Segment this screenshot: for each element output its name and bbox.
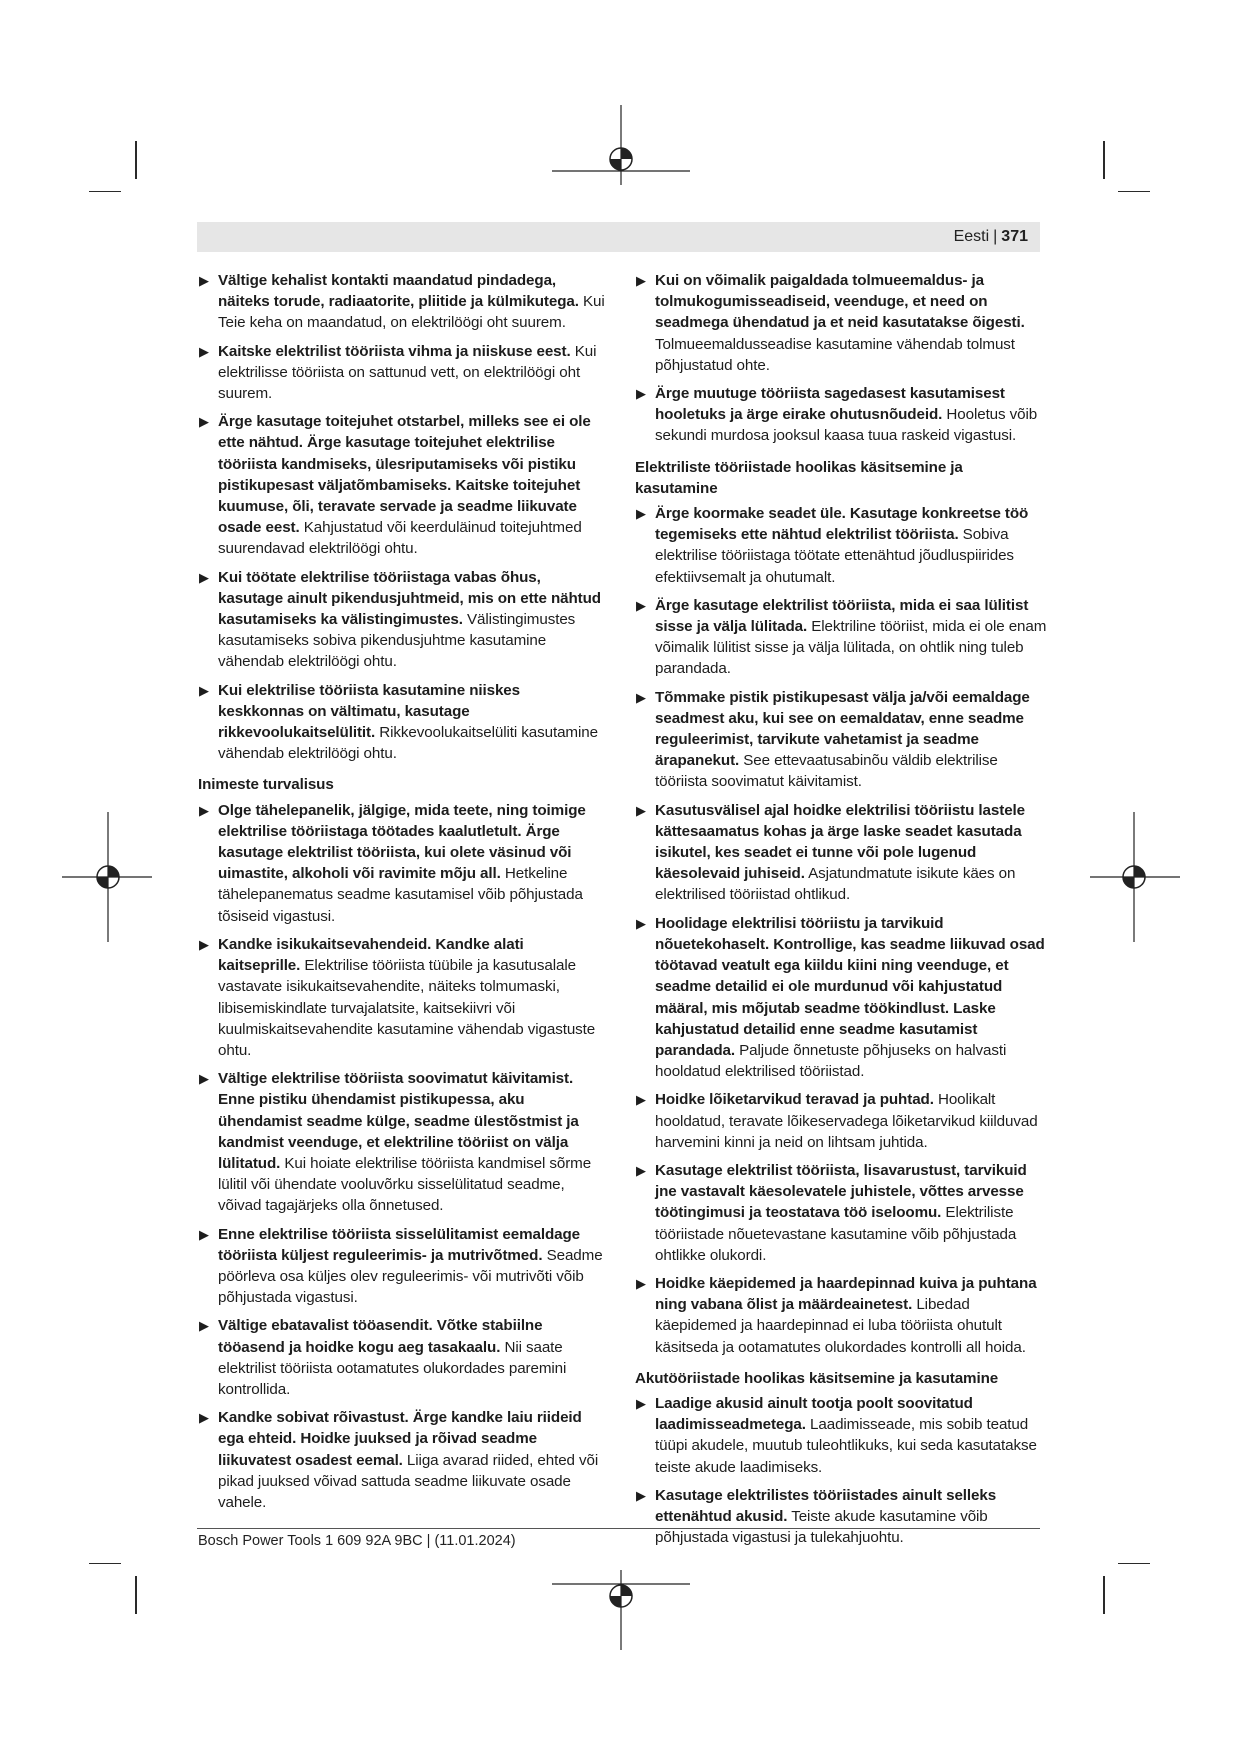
bullet-icon: ▶: [199, 273, 209, 288]
page-number: 371: [1001, 228, 1028, 245]
page-header: [197, 222, 1040, 252]
item-body-text: See ettevaatusabinõu väldib elektrilise tööriista soovimatut käivitamist.: [655, 752, 998, 791]
item-bold-text: Kui elektrilise tööriista kasutamine niiskes keskkonnas on vältimatu, kasutage rikkevoolukaitselülitit.: [218, 681, 521, 742]
item-body-text: Kui elektrilisse tööriista on sattunud vett, on elektrilöögi oht suurem.: [218, 342, 597, 403]
item-body-text: Välistingimustes kasutamiseks sobiva pikendusjuhtme kasutamine vähendab elektrilöögi ohtu.: [218, 611, 576, 671]
item-body-text: Kahjustatud või keerduläinud toitejuhtmed suurendavad elektrilöögi ohtu.: [218, 519, 582, 558]
bullet-icon: ▶: [636, 802, 646, 818]
bullet-icon: ▶: [199, 936, 209, 952]
bullet-icon: ▶: [636, 1162, 646, 1178]
crop-mark: [135, 141, 137, 179]
item-body-text: Kui Teie keha on maandatud, on elektrilöögi oht suurem.: [218, 293, 605, 332]
list-item: [198, 680, 606, 765]
list-item: [198, 1407, 606, 1513]
list-item: [635, 1485, 1047, 1549]
item-bold-text: Vältige ebatavalist tööasendit. Võtke stabiilne tööasend ja hoidke kogu aeg tasakaalu.: [218, 1317, 543, 1356]
item-body-text: Laadimisseade, mis sobib teatud tüüpi akudele, muutub tuleohtlikuks, kui seda kasutatakse teiste akude laadimiseks.: [655, 1416, 1037, 1476]
item-bold-text: Kasutage elektrilistes tööriistades ainult selleks ettenähtud akusid.: [655, 1486, 997, 1525]
item-bold-text: Hoidke lõiketarvikud teravad ja puhtad.: [655, 1091, 934, 1109]
bullet-icon: ▶: [199, 1071, 209, 1087]
item-body-text: Paljude õnnetuste põhjuseks on halvasti hooldatud elektrilised tööriistad.: [655, 1041, 1007, 1081]
crop-mark: [89, 1563, 121, 1564]
list-item: [198, 800, 606, 927]
item-body-text: Nii saate elektrilist tööriista ootamatutes olukordades paremini kontrollida.: [218, 1338, 567, 1398]
list-item: [635, 913, 1047, 1083]
bullet-icon: ▶: [636, 1275, 646, 1291]
list-item: [635, 503, 1047, 588]
item-body-text: Liiga avarad riided, ehted või pikad juuksed võivad sattuda seadme liikuvate osade vahele.: [218, 1451, 599, 1511]
list-item: [635, 800, 1047, 906]
item-bold-text: Kandke sobivat rõivastust. Ärge kandke laiu riideid ega ehteid. Hoidke juuksed ja rõivad seadme liikuvatest osadest eemal.: [218, 1409, 582, 1469]
crop-mark: [135, 1576, 137, 1614]
item-bold-text: Kasutusvälisel ajal hoidke elektrilisi tööriistu lastele kättesaamatus kohas ja ärge laske seadet kasutada isikutel, kes seadet ei tunne või pole lugenud käesolevaid juhiseid.: [655, 801, 1026, 883]
bullet-icon: ▶: [199, 1318, 209, 1334]
crop-mark: [1103, 141, 1105, 179]
item-body-text: Elektriliste tööriistade nõuetevastane kasutamine võib põhjustada ohtlikke olukordi.: [655, 1204, 1017, 1264]
bullet-icon: ▶: [636, 506, 646, 522]
list-item: [198, 341, 606, 405]
item-body-text: Elektriline tööriist, mida ei ole enam võimalik lülitist sisse ja välja lülitada, on ohtlik ning tuleb parandada.: [655, 618, 1047, 678]
bullet-icon: ▶: [636, 1395, 646, 1411]
bullet-icon: ▶: [199, 414, 209, 430]
item-body-text: Teiste akude kasutamine võib põhjustada vigastusi ja tulekahjuohtu.: [655, 1507, 988, 1547]
bullet-icon: ▶: [199, 1410, 209, 1426]
bullet-icon: ▶: [636, 273, 646, 288]
item-bold-text: Kandke isikukaitsevahendeid. Kandke alati kaitseprille.: [218, 935, 524, 975]
crop-mark: [1118, 1563, 1150, 1564]
list-item: [198, 934, 606, 1061]
list-item: [635, 270, 1047, 376]
item-bold-text: Ärge koormake seadet üle. Kasutage konkreetse töö tegemiseks ette nähtud elektrilist tööriista.: [655, 505, 1029, 544]
item-bold-text: Tõmmake pistik pistikupesast välja ja/või eemaldage seadmest aku, kui see on eemaldatav, enne seadme reguleerimist, tarvikute vahetamist ja seadme ärapanekut.: [655, 688, 1030, 770]
bullet-icon: ▶: [636, 386, 646, 402]
item-bold-text: Olge tähelepanelik, jälgige, mida teete, ning toimige elektrilise tööriistaga töötades kaalutletult. Ärge kasutage elektrilist tööriista, kui olete väsinud või uimastite, alkoholi või ravimite mõju all.: [218, 801, 586, 883]
item-bold-text: Kasutage elektrilist tööriista, lisavarustust, tarvikuid jne vastavalt käesolevatele juhistele, võttes arvesse töötingimusi ja teostatava töö iseloomu.: [655, 1161, 1027, 1222]
registration-mark-icon: [1090, 812, 1180, 942]
bullet-icon: ▶: [199, 802, 209, 818]
item-body-text: Hooletus võib sekundi murdosa jooksul kaasa tuua raskeid vigastusi.: [655, 406, 1038, 445]
crop-mark: [1103, 1576, 1105, 1614]
registration-mark-icon: [552, 105, 690, 185]
section-heading: Elektriliste tööriistade hoolikas käsitsemine ja kasutamine: [635, 458, 963, 497]
header-language: Eesti: [953, 228, 990, 245]
list-item: [635, 1273, 1047, 1358]
footer-divider: [197, 1528, 1040, 1529]
bullet-icon: ▶: [636, 1092, 646, 1108]
item-bold-text: Ärge kasutage elektrilist tööriista, mida ei saa lülitist sisse ja välja lülitada.: [655, 596, 1029, 636]
left-column: [198, 270, 606, 1520]
right-column: [635, 270, 1047, 1555]
item-body-text: Asjatundmatute isikute käes on elektrilised tööriistad ohtlikud.: [655, 865, 1016, 904]
item-bold-text: Laadige akusid ainult tootja poolt soovitatud laadimisseadmetega.: [655, 1394, 973, 1434]
item-body-text: Seadme pöörleva osa küljes olev reguleerimis- või mutrivõti võib põhjustada vigastusi.: [218, 1246, 603, 1307]
item-bold-text: Ärge kasutage toitejuhet otstarbel, milleks see ei ole ette nähtud. Ärge kasutage toitejuhet elektrilise tööriista kandmiseks, ülesriputamiseks või pistiku pistikupesast väljatõmbamiseks. Kaitske toitejuhet kuumuse, õli, teravate servade ja seadme liikuvate osade eest.: [218, 413, 591, 537]
item-bold-text: Kui on võimalik paigaldada tolmueemaldus- ja tolmukogumisseadiseid, veenduge, et need on seadmega ühendatud ja et neid kasutatakse õigesti.: [655, 272, 1025, 332]
registration-mark-icon: [552, 1570, 690, 1650]
footer-text: Bosch Power Tools 1 609 92A 9BC | (11.01.2024): [198, 1533, 516, 1549]
item-body-text: Kui hoiate elektrilise tööriista kandmisel sõrme lülitil või ühendate vooluvõrku sisselülitatud seadme, võivad tagajärjeks olla õnnetused.: [218, 1154, 592, 1215]
item-body-text: Hetkeline tähelepanematus seadme kasutamisel võib põhjustada tõsiseid vigastusi.: [218, 865, 583, 925]
list-item: [198, 1315, 606, 1400]
list-item: [198, 1224, 606, 1309]
bullet-icon: ▶: [636, 689, 646, 705]
bullet-icon: ▶: [199, 1226, 209, 1242]
item-bold-text: Ärge muutuge tööriista sagedasest kasutamisest hooletuks ja ärge eirake ohutusnõudeid.: [655, 385, 1005, 424]
item-body-text: Rikkevoolukaitselüliti kasutamine vähendab elektrilöögi ohtu.: [218, 724, 598, 763]
bullet-icon: ▶: [199, 569, 209, 585]
list-item: [635, 595, 1047, 680]
list-item: [198, 567, 606, 673]
crop-mark: [1118, 191, 1150, 192]
item-bold-text: Kui töötate elektrilise tööriistaga vabas õhus, kasutage ainult pikendusjuhtmeid, mis on ette nähtud kasutamiseks ka välistingimustes.: [218, 568, 601, 629]
item-body-text: Elektrilise tööriista tüübile ja kasutusalale vastavate isikukaitsevahendite, näiteks tolmumaski, libisemiskindlate turvajalatsite, kaitsekiivri või kuulmiskaitsevahendite kasutamine vähendab vigastuste ohtu.: [218, 957, 596, 1059]
section-heading: Akutööriistade hoolikas käsitsemine ja kasutamine: [635, 1369, 999, 1387]
registration-mark-icon: [62, 812, 152, 942]
bullet-icon: ▶: [636, 915, 646, 931]
item-bold-text: Vältige elektrilise tööriista soovimatut käivitamist. Enne pistiku ühendamist pistikupessa, aku ühendamist seadme külge, seadme ülestõstmist ja kandmist veenduge, et elektriline tööriist on välja lülitatud.: [218, 1070, 579, 1172]
bullet-icon: ▶: [199, 682, 209, 698]
item-bold-text: Enne elektrilise tööriista sisselülitamist eemaldage tööriista küljest reguleerimis- ja mutrivõtmed.: [218, 1225, 580, 1264]
header-label: Eesti | 371: [953, 228, 1028, 245]
list-item: [635, 1160, 1047, 1266]
list-item: [635, 1089, 1047, 1153]
list-item: [198, 411, 606, 559]
item-bold-text: Kaitske elektrilist tööriista vihma ja niiskuse eest.: [218, 342, 571, 360]
list-item: [635, 383, 1047, 447]
item-bold-text: Hoolidage elektrilisi tööriistu ja tarvikuid nõuetekohaselt. Kontrollige, kas seadme liikuvad osad töötavad veatult ega kiildu kiini ning veenduge, et seadme detailid ei ole murdunud või kahjustatud määral, mis mõjutab seadme töökindlust. Laske kahjustatud detailid enne seadme kasutamist parandada.: [655, 914, 1045, 1059]
bullet-icon: ▶: [636, 597, 646, 613]
list-item: [635, 687, 1047, 793]
list-item: [198, 1068, 606, 1216]
item-body-text: Hoolikalt hooldatud, teravate lõikeservadega lõiketarvikud kiilduvad harvemini kinni ja neid on lihtsam juhtida.: [655, 1091, 1038, 1151]
section-heading: Inimeste turvalisus: [198, 776, 334, 794]
item-body-text: Tolmueemaldusseadise kasutamine vähendab tolmust põhjustatud ohte.: [655, 335, 1015, 374]
bullet-icon: ▶: [199, 343, 209, 359]
crop-mark: [89, 191, 121, 192]
item-bold-text: Vältige kehalist kontakti maandatud pindadega, näiteks torude, radiaatorite, pliitide ja külmikutega.: [218, 272, 579, 311]
bullet-icon: ▶: [636, 1487, 646, 1503]
item-body-text: Sobiva elektrilise tööriistaga töötate ettenähtud jõudluspiirides efektiivsemalt ja ohutumalt.: [655, 526, 1014, 586]
item-body-text: Libedad käepidemed ja haardepinnad ei luba tööriista ohutult käsitseda ja ootamatutes olukordades kontrolli all hoida.: [655, 1296, 1026, 1356]
list-item: [198, 270, 606, 334]
list-item: [635, 1393, 1047, 1478]
item-bold-text: Hoidke käepidemed ja haardepinnad kuiva ja puhtana ning vabana õlist ja määrdeainetest.: [655, 1274, 1037, 1314]
